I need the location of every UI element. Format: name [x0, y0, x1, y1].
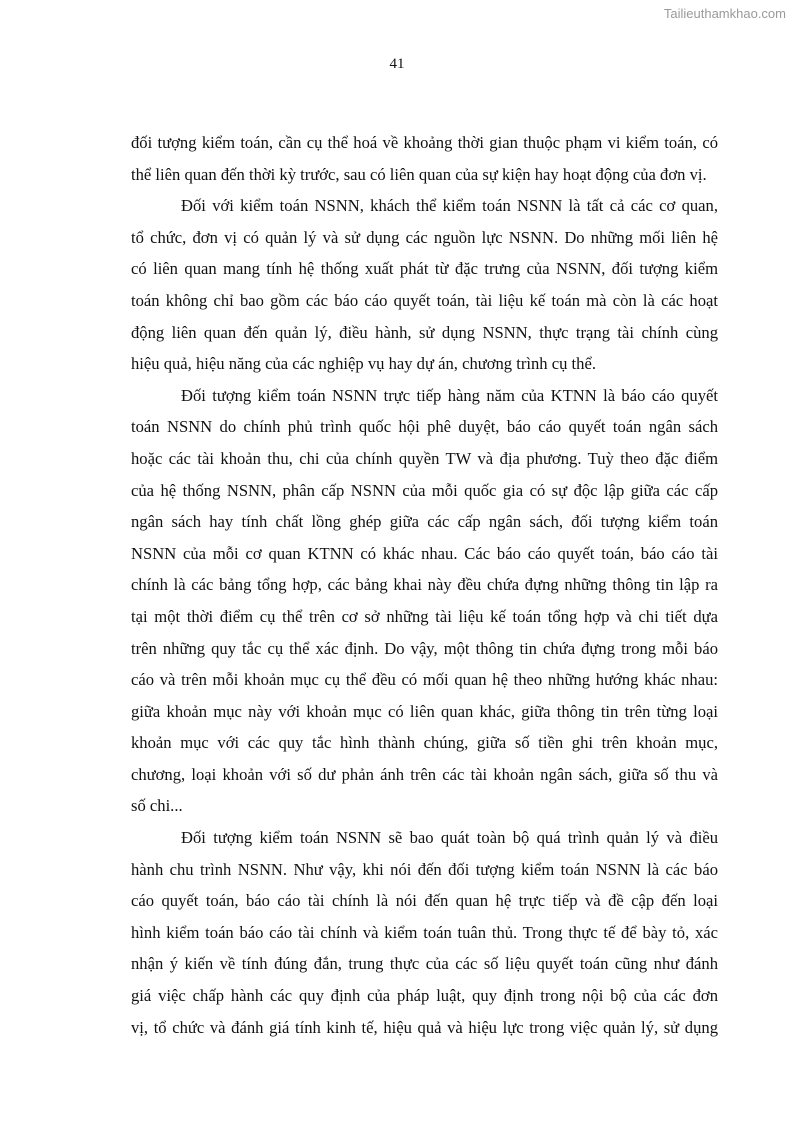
page-number: 41 — [389, 56, 405, 72]
paragraph-4 — [131, 822, 718, 1043]
text-line: giữa khoản mục này với khoản mục có liên quan khác, giữa thông tin trên từng loại — [131, 701, 718, 721]
text-line: toán NSNN do chính phủ trình quốc hội phê duyệt, báo cáo quyết toán ngân sách — [131, 417, 718, 437]
text-line: có liên quan mang tính hệ thống xuất phát từ đặc trưng của NSNN, đối tượng kiểm — [131, 259, 718, 279]
text-line: hiệu quả, hiệu năng của các nghiệp vụ hay dự án, chương trình cụ thể. — [131, 354, 596, 374]
text-line: NSNN của mỗi cơ quan KTNN có khác nhau. Các báo cáo quyết toán, báo cáo tài — [131, 543, 718, 563]
text-line: trên những quy tắc cụ thể xác định. Do vậy, một thông tin chứa đựng trong mỗi báo — [131, 638, 718, 658]
text-line: toán không chỉ bao gồm các báo cáo quyết toán, tài liệu kế toán mà còn là các hoạt — [131, 290, 718, 310]
text-line: hình kiểm toán báo cáo tài chính và kiểm toán tuân thủ. Trong thực tế để bày tỏ, xác — [131, 922, 718, 942]
text-line: ngân sách hay tính chất lồng ghép giữa các cấp ngân sách, đối tượng kiểm toán — [131, 512, 718, 532]
text-line: vị, tổ chức và đánh giá tính kinh tế, hiệu quả và hiệu lực trong việc quản lý, sử dụng — [131, 1017, 718, 1037]
text-line: chương, loại khoản với số dư phản ánh trên các tài khoản ngân sách, giữa số thu và — [131, 764, 718, 784]
text-line: Đối tượng kiểm toán NSNN sẽ bao quát toàn bộ quá trình quản lý và điều — [181, 828, 718, 848]
text-line: tại một thời điểm cụ thể trên cơ sở những tài liệu kế toán tổng hợp và chi tiết dựa — [131, 606, 718, 626]
document-body — [131, 127, 718, 1043]
text-line: cáo và trên mỗi khoản mục cụ thể đều có mối quan hệ theo những hướng khác nhau: — [131, 670, 718, 690]
paragraph-2 — [131, 190, 718, 380]
text-line: hoặc các tài khoản thu, chi của chính quyền TW và địa phương. Tuỳ theo đặc điểm — [131, 448, 718, 468]
text-line: chính là các bảng tổng hợp, các bảng khai này đều chứa đựng những thông tin lập ra — [131, 575, 718, 595]
text-line: cáo quyết toán, báo cáo tài chính là nói đến quan hệ trực tiếp và đề cập đến loại — [131, 891, 718, 911]
text-line: hành chu trình NSNN. Như vậy, khi nói đến đối tượng kiểm toán NSNN là các báo — [131, 859, 718, 879]
paragraph-1 — [131, 127, 718, 190]
text-line: khoản mục với các quy tắc hình thành chúng, giữa số tiền ghi trên khoản mục, — [131, 733, 718, 753]
text-line: tổ chức, đơn vị có quản lý và sử dụng các nguồn lực NSNN. Do những mối liên hệ — [131, 227, 718, 247]
text-line: thể liên quan đến thời kỳ trước, sau có liên quan của sự kiện hay hoạt động của đơn vị. — [131, 164, 707, 184]
text-line: nhận ý kiến về tính đúng đắn, trung thực của các số liệu quyết toán cũng như đánh — [131, 954, 718, 974]
text-line: Đối tượng kiểm toán NSNN trực tiếp hàng năm của KTNN là báo cáo quyết — [181, 385, 718, 405]
paragraph-3 — [131, 380, 718, 822]
text-line: của hệ thống NSNN, phân cấp NSNN của mỗi quốc gia có sự độc lập giữa các cấp — [131, 480, 718, 500]
text-line: đối tượng kiểm toán, cần cụ thể hoá về khoảng thời gian thuộc phạm vi kiểm toán, có — [131, 133, 718, 152]
text-line: động liên quan đến quản lý, điều hành, sử dụng NSNN, thực trạng tài chính cùng — [131, 322, 718, 342]
text-line: giá việc chấp hành các quy định của pháp luật, quy định trong nội bộ của các đơn — [131, 986, 718, 1006]
text-line: số chi... — [131, 796, 183, 816]
watermark: Tailieuthamkhao.com — [663, 6, 786, 21]
text-line: Đối với kiểm toán NSNN, khách thể kiểm toán NSNN là tất cả các cơ quan, — [181, 196, 718, 216]
